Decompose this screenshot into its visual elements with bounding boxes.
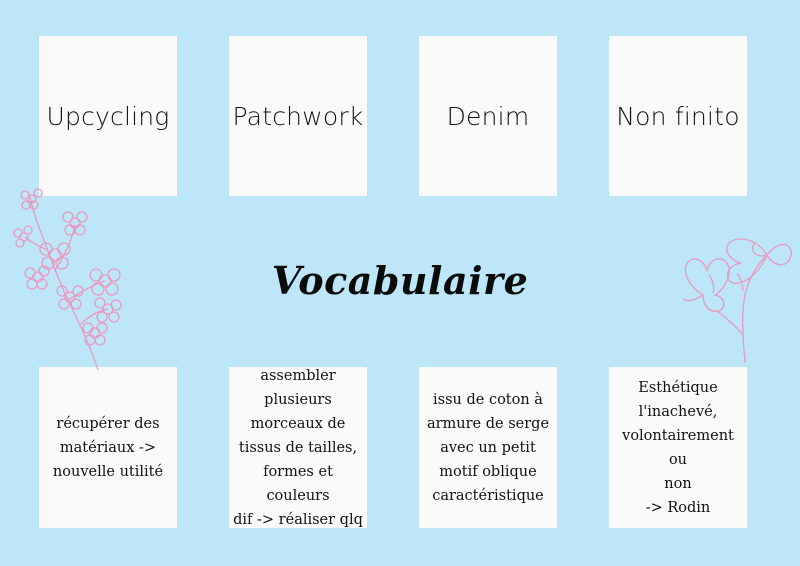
term-card-denim <box>419 36 557 196</box>
definition-text: issu de coton à armure de serge avec un petit motif oblique caractéristique <box>426 391 550 504</box>
term-word: Non finito <box>616 101 740 131</box>
definition-text: récupérer des matériaux -> nouvelle utilité <box>52 415 164 480</box>
definition-card-denim <box>419 367 557 528</box>
definition-text: Esthétique l'inachevé, volontairement ou non -> Rodin <box>622 379 734 516</box>
poppy-illustration <box>675 225 793 365</box>
term-card-upcycling <box>39 36 177 196</box>
term-card-patchwork <box>229 36 367 196</box>
term-word: Denim <box>446 101 530 131</box>
page-title: Vocabulaire <box>271 258 529 303</box>
term-card-non-finito <box>609 36 747 196</box>
term-word: Patchwork <box>232 101 364 131</box>
definition-text: assembler plusieurs morceaux de tissus de tailles, formes et couleurs dif -> réaliser qlq <box>233 367 363 528</box>
term-word: Upcycling <box>46 101 170 131</box>
definition-card-non-finito <box>609 367 747 528</box>
definition-card-upcycling <box>39 367 177 528</box>
definition-card-patchwork <box>229 367 367 528</box>
cherry-blossom-illustration <box>10 185 130 375</box>
